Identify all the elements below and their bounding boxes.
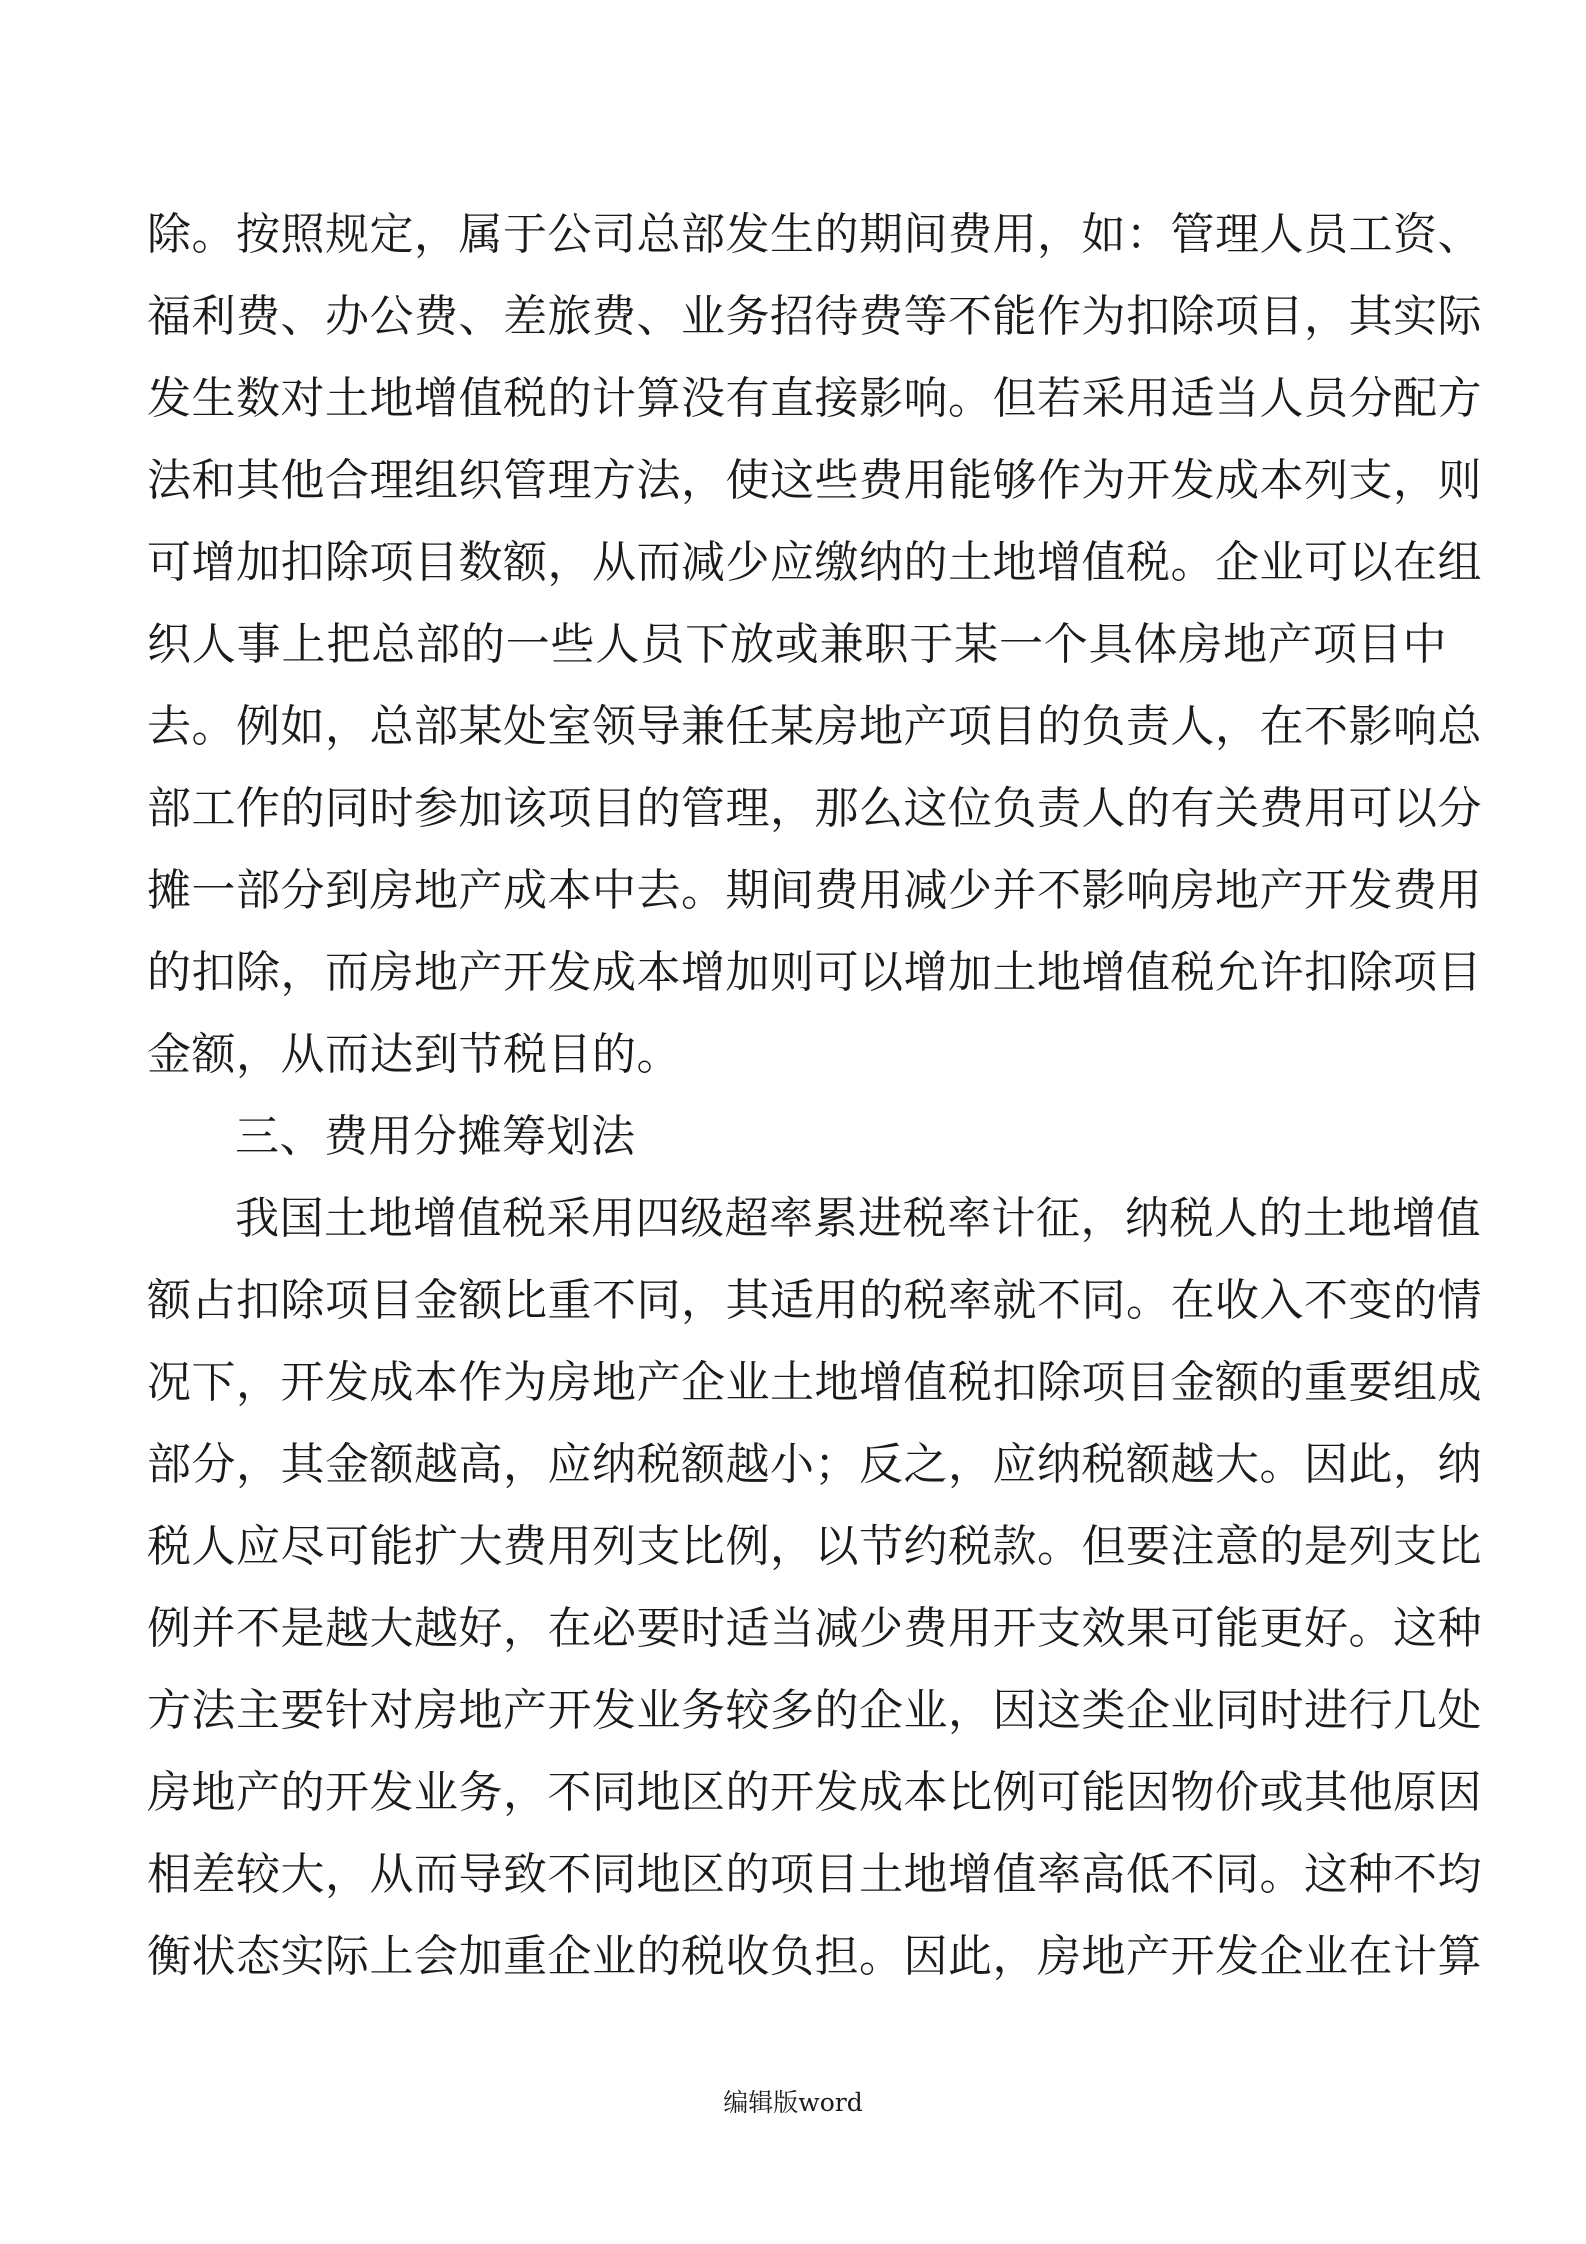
text-line-19: 方法主要针对房地产开发业务较多的企业，因这类企业同时进行几处 xyxy=(147,1685,1482,1736)
text-line-11: 金额，从而达到节税目的。 xyxy=(147,1029,681,1080)
text-line-15: 况下，开发成本作为房地产企业土地增值税扣除项目金额的重要组成 xyxy=(147,1357,1482,1408)
body-text xyxy=(147,194,1482,1998)
page-footer: 编辑版word xyxy=(723,2088,863,2117)
text-line-16: 部分，其金额越高，应纳税额越小；反之，应纳税额越大。因此，纳 xyxy=(147,1439,1482,1490)
text-line-1: 除。按照规定，属于公司总部发生的期间费用，如：管理人员工资、 xyxy=(147,209,1482,260)
text-line-21: 相差较大，从而导致不同地区的项目土地增值率高低不同。这种不均 xyxy=(147,1849,1482,1900)
section-heading: 三、费用分摊筹划法 xyxy=(235,1111,636,1162)
text-line-14: 额占扣除项目金额比重不同，其适用的税率就不同。在收入不变的情 xyxy=(147,1275,1482,1326)
text-line-3: 发生数对土地增值税的计算没有直接影响。但若采用适当人员分配方 xyxy=(147,373,1482,424)
text-line-20: 房地产的开发业务，不同地区的开发成本比例可能因物价或其他原因 xyxy=(147,1767,1482,1818)
text-line-4: 法和其他合理组织管理方法，使这些费用能够作为开发成本列支，则 xyxy=(147,455,1482,506)
text-line-7: 去。例如，总部某处室领导兼任某房地产项目的负责人，在不影响总 xyxy=(147,701,1482,752)
text-line-2: 福利费、办公费、差旅费、业务招待费等不能作为扣除项目，其实际 xyxy=(147,291,1482,342)
text-line-9: 摊一部分到房地产成本中去。期间费用减少并不影响房地产开发费用 xyxy=(147,865,1482,916)
text-line-18: 例并不是越大越好，在必要时适当减少费用开支效果可能更好。这种 xyxy=(147,1603,1482,1654)
text-line-6: 织人事上把总部的一些人员下放或兼职于某一个具体房地产项目中 xyxy=(147,619,1447,670)
text-line-17: 税人应尽可能扩大费用列支比例，以节约税款。但要注意的是列支比 xyxy=(147,1521,1482,1572)
text-line-8: 部工作的同时参加该项目的管理，那么这位负责人的有关费用可以分 xyxy=(147,783,1482,834)
text-line-13: 我国土地增值税采用四级超率累进税率计征，纳税人的土地增值 xyxy=(235,1193,1481,1244)
text-line-22: 衡状态实际上会加重企业的税收负担。因此，房地产开发企业在计算 xyxy=(147,1931,1482,1982)
text-line-5: 可增加扣除项目数额，从而减少应缴纳的土地增值税。企业可以在组 xyxy=(147,537,1482,588)
text-line-10: 的扣除，而房地产开发成本增加则可以增加土地增值税允许扣除项目 xyxy=(147,947,1482,998)
